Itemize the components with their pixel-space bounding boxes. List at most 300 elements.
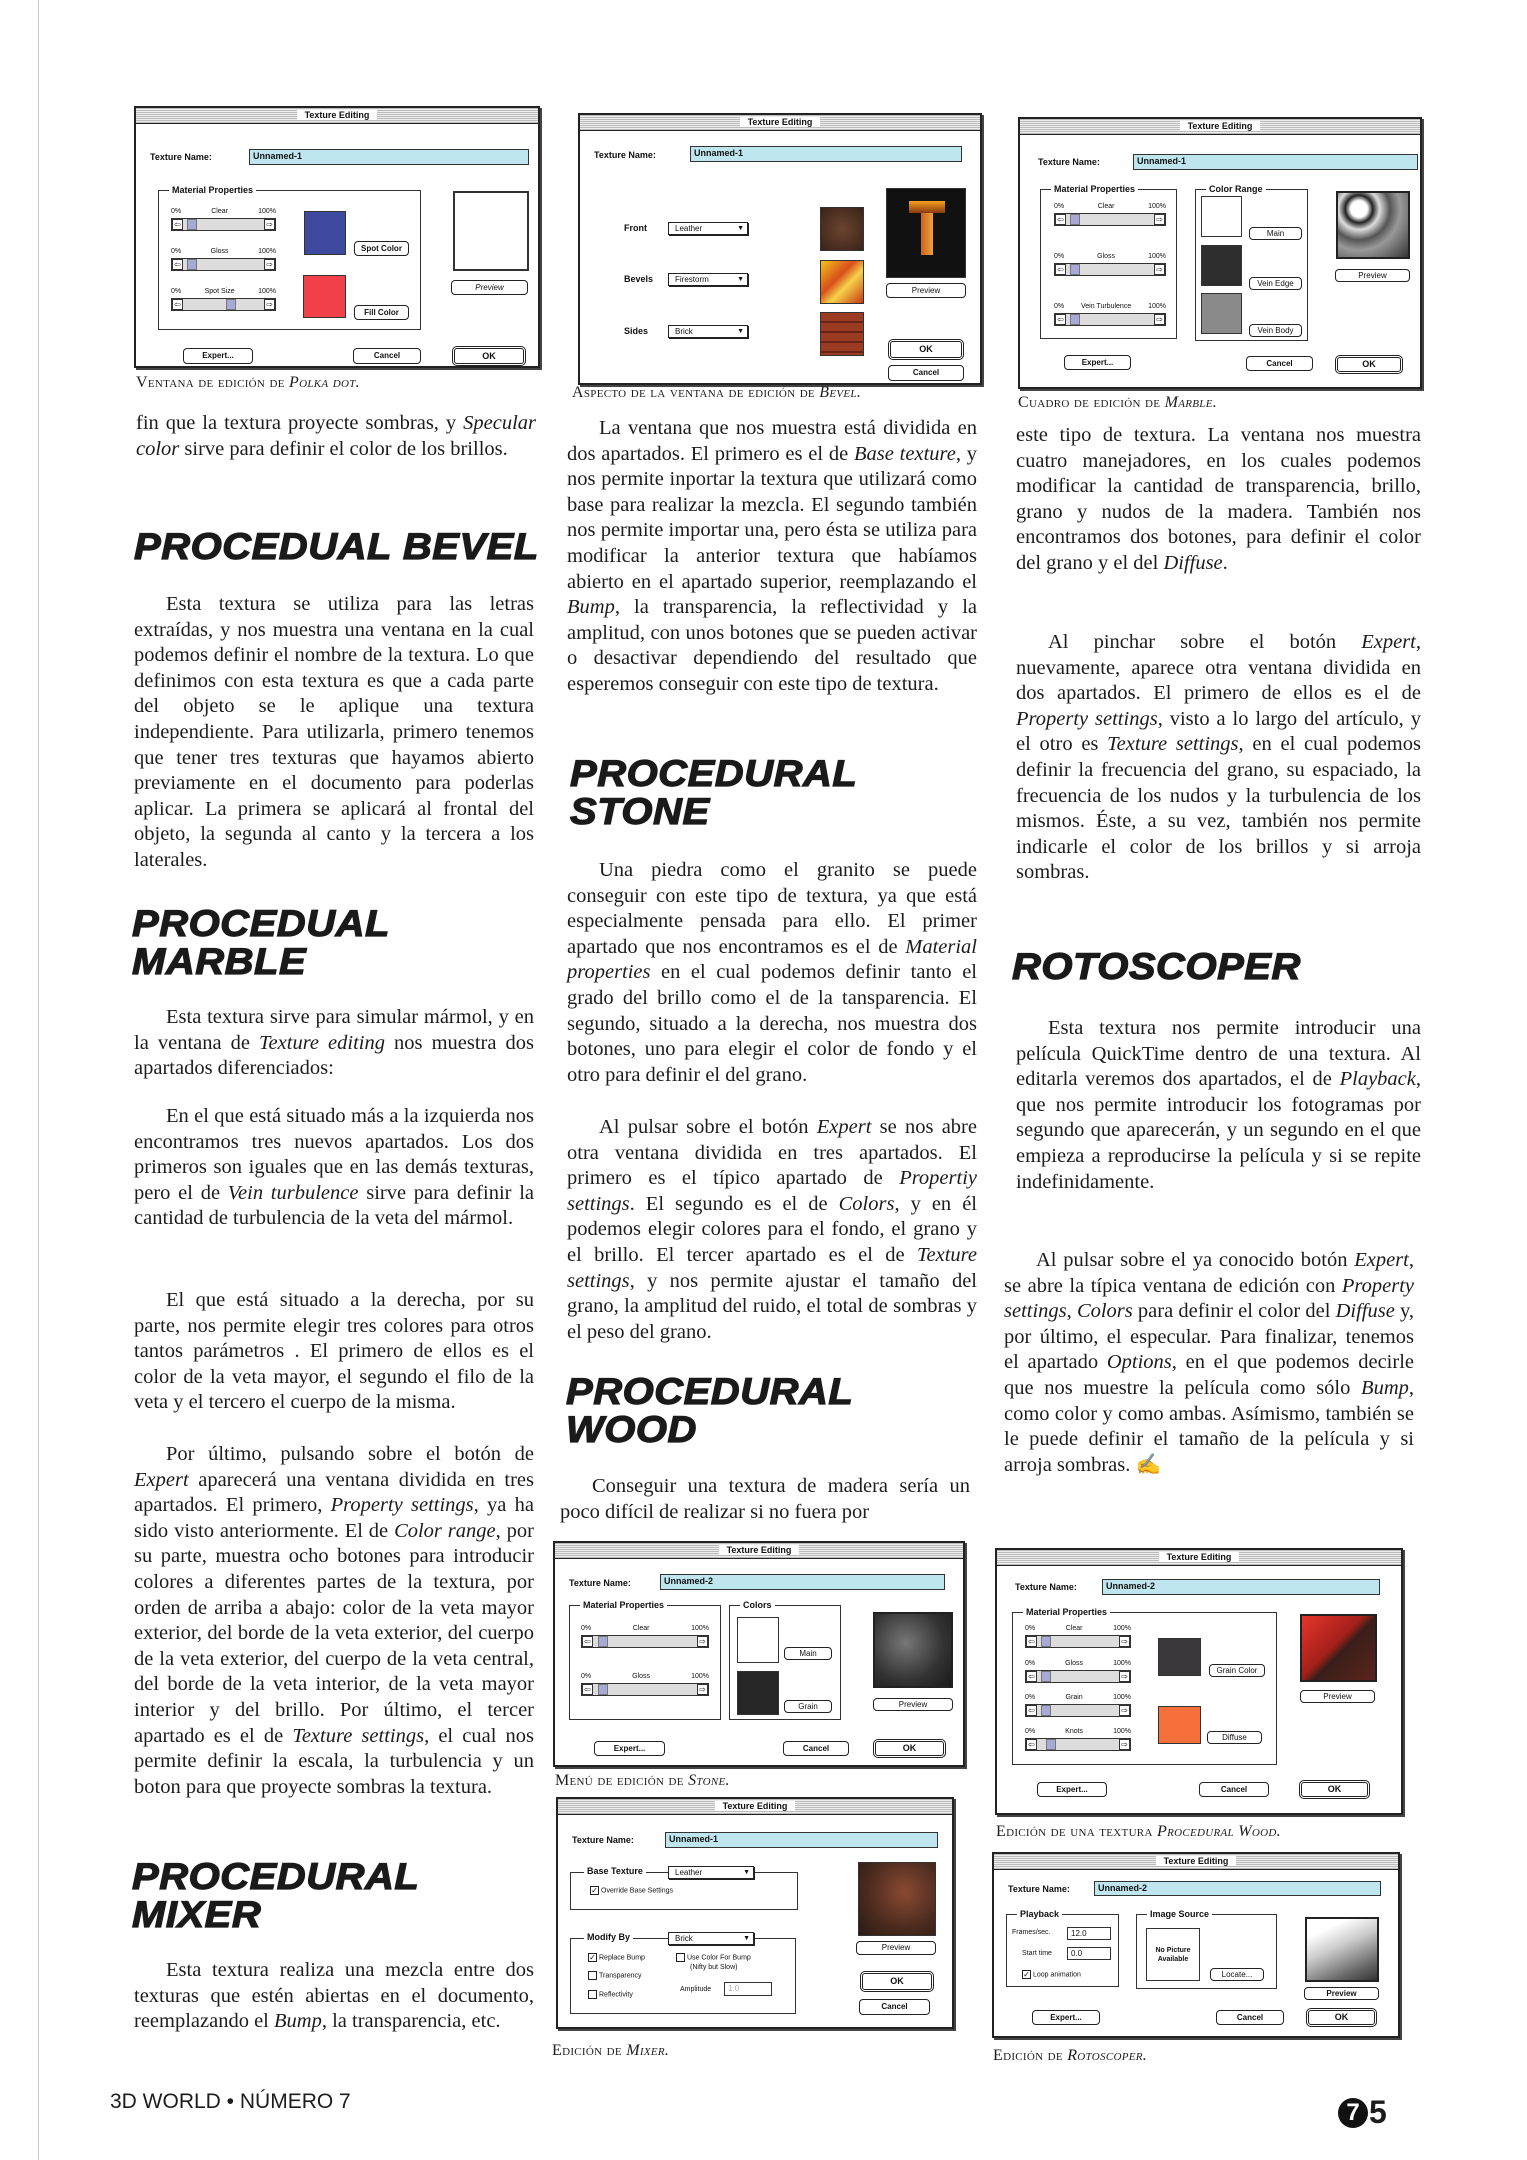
dialog-title-bar[interactable]: Texture Editing — [580, 115, 980, 131]
chevron-down-icon: ▼ — [743, 1935, 750, 1942]
group-label: Colors — [740, 1599, 775, 1611]
background-color-swatch — [737, 1617, 779, 1663]
italic-run: Bump — [567, 596, 615, 619]
expert-button[interactable]: Expert... — [1032, 2010, 1100, 2025]
heading-procedural-wood: PROCEDURAL WOOD — [566, 1371, 853, 1450]
ok-button[interactable]: OK — [873, 1739, 946, 1758]
slider-thumb[interactable] — [187, 259, 197, 270]
chevron-down-icon: ▼ — [737, 328, 744, 335]
slider-thumb[interactable] — [1070, 214, 1080, 225]
slider-thumb[interactable] — [1041, 1705, 1051, 1716]
chevron-down-icon: ▼ — [743, 1869, 750, 1876]
texture-name-label: Texture Name: — [569, 1578, 631, 1588]
preview-button[interactable]: Preview — [1335, 269, 1410, 282]
min-label: 0% — [1025, 1625, 1036, 1632]
slider-label: Gloss — [210, 248, 229, 255]
arrow-right-icon[interactable]: ⇨ — [1119, 1705, 1130, 1716]
base-texture-label: Base Texture — [584, 1866, 646, 1876]
amplitude-label: Amplitude — [680, 1986, 712, 1993]
text-run: Esta textura realiza una mezcla entre dos texturas que estén abiertas en el documento, reemplazando el — [134, 1959, 534, 2033]
dialog-wood — [995, 1548, 1403, 1815]
main-button[interactable]: Main — [1249, 227, 1302, 240]
texture-name-field[interactable]: Unnamed-1 — [690, 146, 962, 162]
frames-per-sec-field[interactable]: 12.0 — [1067, 1927, 1111, 1940]
page-number — [1338, 2094, 1387, 2131]
italic-run: Marble. — [1164, 394, 1218, 411]
preview-button[interactable]: Preview — [1300, 1690, 1375, 1703]
group-label: Material Properties — [580, 1599, 667, 1611]
dropdown-value: Leather — [675, 224, 703, 233]
preview-button[interactable]: Preview — [856, 1941, 936, 1955]
modify-by-dropdown[interactable] — [668, 1932, 754, 1945]
cancel-button[interactable]: Cancel — [859, 1999, 930, 2015]
heading-rotoscoper: ROTOSCOPER — [1012, 946, 1301, 987]
checkmark-icon: ✓ — [589, 1953, 596, 1962]
pencil-end-mark-icon: ✍ — [1130, 1453, 1162, 1476]
slider-clear[interactable] — [581, 1625, 709, 1648]
slider-track[interactable] — [1025, 1670, 1131, 1683]
italic-run: Diffuse — [1335, 1300, 1395, 1323]
dropdown-value: Firestorm — [675, 275, 709, 284]
arrow-left-icon[interactable]: ⇦ — [582, 1684, 593, 1695]
override-checkbox[interactable] — [590, 1886, 673, 1895]
heading-procedual-marble: PROCEDUAL MARBLE — [132, 903, 390, 982]
vein-body-button[interactable]: Vein Body — [1249, 324, 1302, 337]
slider-thumb[interactable] — [1041, 1671, 1051, 1682]
slider-track[interactable] — [171, 258, 276, 271]
arrow-left-icon[interactable]: ⇦ — [172, 299, 183, 310]
preview-image — [1305, 1917, 1379, 1982]
texture-name-field[interactable]: Unnamed-2 — [1094, 1881, 1381, 1896]
text-run: , y en él podemos elegir colores para el fondo, el grano y el brillo. El tercer apartado es el de — [567, 1192, 977, 1266]
text-run: Una piedra como el granito se puede conseguir con este tipo de textura, ya que está especialmente pensada para ello. El primer apartado que nos encontramos es el de — [567, 859, 977, 958]
italic-run: Expert — [1361, 631, 1416, 653]
text-run: , como color y como ambas. Asímismo, también se le puede definir el tamaño de la película y si arroja sombras. — [1004, 1376, 1414, 1476]
slider-thumb[interactable] — [226, 299, 236, 310]
checkmark-icon: ✓ — [1023, 1970, 1030, 1979]
ok-button[interactable]: OK — [888, 339, 964, 360]
slider-clear[interactable] — [1054, 203, 1166, 226]
slider-track[interactable] — [1025, 1738, 1131, 1751]
italic-run: Bump — [1361, 1376, 1409, 1399]
italic-run: Property settings — [1004, 1274, 1414, 1323]
arrow-left-icon[interactable]: ⇦ — [582, 1636, 593, 1647]
material-properties-group — [569, 1600, 721, 1720]
preview-image — [858, 1862, 936, 1936]
reflectivity-checkbox[interactable] — [588, 1990, 633, 1999]
text-run: Esta textura sirve para simular mármol, y en la ventana de — [134, 1006, 534, 1054]
slider-spot-size[interactable] — [171, 288, 276, 311]
slider-label: Gloss — [1065, 1660, 1084, 1667]
preview-button[interactable]: Preview — [1304, 1987, 1379, 2000]
vein-edge-swatch — [1201, 245, 1242, 286]
min-label: 0% — [171, 288, 182, 295]
text-run: Edición de una textura — [996, 1823, 1157, 1840]
start-time-label: Start time — [1022, 1950, 1052, 1957]
max-label: 100% — [1148, 203, 1166, 210]
slider-clear[interactable] — [171, 208, 276, 231]
text-run: , y nos permite ajustar el tamaño del grano, la amplitud del ruido, el total de sombras y el peso del grano. — [567, 1269, 977, 1343]
texture-name-label: Texture Name: — [594, 150, 656, 160]
checkbox-label: Replace Bump — [599, 1954, 645, 1962]
max-label: 100% — [691, 1673, 709, 1680]
slider-knots[interactable] — [1025, 1728, 1131, 1751]
ok-button[interactable]: OK — [1299, 1780, 1370, 1799]
text-run: , que nos permite introducir los fotogramas por segundo que aparecerán, y un segundo en el que empieza a reproducirse la película y si se repite indefinidamente. — [1016, 1068, 1421, 1193]
chevron-down-icon: ▼ — [737, 276, 744, 283]
paragraph — [567, 858, 977, 1088]
arrow-left-icon[interactable]: ⇦ — [1026, 1705, 1037, 1716]
text-run: Ventana de edición de — [136, 374, 290, 391]
min-label: 0% — [581, 1625, 592, 1632]
slider-gloss[interactable] — [1054, 253, 1166, 276]
italic-run: Expert — [816, 1116, 872, 1138]
slider-thumb[interactable] — [598, 1684, 608, 1695]
slider-label: Spot Size — [204, 288, 235, 295]
slider-label: Knots — [1065, 1728, 1084, 1735]
min-label: 0% — [1054, 303, 1065, 310]
italic-run: Colors — [838, 1192, 895, 1215]
use-color-for-bump-checkbox[interactable] — [676, 1953, 751, 1962]
text-run: , la transparencia, etc. — [321, 2010, 501, 2033]
slider-thumb[interactable] — [1070, 314, 1080, 325]
text-run: Cuadro de edición de — [1018, 394, 1165, 411]
texture-name-label: Texture Name: — [572, 1835, 634, 1845]
slider-label: Gloss — [1097, 253, 1116, 260]
expert-button[interactable]: Expert... — [1064, 355, 1131, 370]
expert-button[interactable]: Expert... — [594, 1741, 665, 1756]
cancel-button[interactable]: Cancel — [353, 348, 421, 364]
slider-track[interactable] — [581, 1635, 709, 1648]
slider-thumb[interactable] — [1046, 1739, 1056, 1750]
sides-label: Sides — [624, 326, 649, 336]
text-run: Edición de — [552, 2042, 627, 2059]
italic-run: Propertiy settings — [567, 1167, 977, 1215]
italic-run: Vein turbulence — [227, 1181, 359, 1204]
italic-run: Property settings — [1016, 707, 1158, 730]
preview-image — [1300, 1614, 1377, 1682]
text-run: nos muestra dos apartados diferenciados: — [134, 1031, 534, 1080]
preview-box — [453, 191, 529, 271]
caption-rotoscoper — [993, 2047, 1147, 2065]
min-label: 0% — [1025, 1694, 1036, 1701]
italic-run: Colors — [1076, 1300, 1133, 1323]
dialog-rotoscoper — [992, 1852, 1400, 2038]
dialog-title-bar[interactable]: Texture Editing — [994, 1854, 1398, 1870]
min-label: 0% — [1025, 1728, 1036, 1735]
vein-edge-button[interactable]: Vein Edge — [1249, 277, 1302, 290]
ok-button[interactable]: OK — [1306, 2008, 1377, 2027]
grain-color-button[interactable]: Grain Color — [1209, 1664, 1265, 1677]
paragraph — [134, 1442, 534, 1800]
text-run: este tipo de textura. La ventana nos muestra cuatro manejadores, en los cuales podemos modificar la cantidad de transparencia, brillo, grano y nudos de la madera. También nos encontramos dos botones, para definir el color del grano y el del — [1016, 424, 1421, 574]
main-button[interactable]: Main — [784, 1647, 832, 1660]
arrow-right-icon[interactable]: ⇨ — [264, 299, 275, 310]
dialog-title-bar[interactable]: Texture Editing — [558, 1799, 952, 1815]
texture-name-label: Texture Name: — [1038, 157, 1100, 167]
italic-run: Stone. — [688, 1772, 730, 1789]
paragraph — [134, 1288, 534, 1416]
no-picture-box: No Picture Available — [1146, 1928, 1200, 1981]
slider-label: Grain — [1065, 1694, 1083, 1701]
slider-track[interactable] — [171, 218, 276, 231]
slider-vein-turbulence[interactable] — [1054, 303, 1166, 326]
texture-name-field[interactable]: Unnamed-2 — [1102, 1579, 1380, 1595]
caption-wood — [996, 1823, 1281, 1841]
text-run: Al pinchar sobre el botón — [1048, 631, 1362, 653]
preview-button[interactable]: Preview — [886, 283, 966, 298]
arrow-right-icon[interactable]: ⇨ — [697, 1636, 708, 1647]
main-color-swatch — [1201, 196, 1242, 237]
texture-name-label: Texture Name: — [150, 152, 212, 162]
nifty-note: (Nifty but Slow) — [690, 1964, 738, 1971]
text-run: Al pulsar sobre el botón — [599, 1116, 817, 1138]
text-run: . El segundo es el de — [629, 1192, 839, 1215]
max-label: 100% — [258, 208, 276, 215]
max-label: 100% — [1148, 253, 1166, 260]
max-label: 100% — [1113, 1660, 1131, 1667]
arrow-left-icon[interactable]: ⇦ — [1026, 1636, 1037, 1647]
heading-procedual-bevel: PROCEDUAL BEVEL — [134, 526, 539, 567]
min-label: 0% — [1025, 1660, 1036, 1667]
paragraph — [134, 1005, 534, 1082]
max-label: 100% — [258, 248, 276, 255]
paragraph — [560, 1474, 970, 1525]
text-run: , la transparencia, la reflectividad y la amplitud, con unos botones que se pueden activar o desactivar dependiendo del resultado que esperemos conseguir con este tipo de textura. — [567, 596, 977, 695]
vein-body-swatch — [1201, 293, 1242, 334]
dialog-title-bar[interactable]: Texture Editing — [555, 1543, 963, 1559]
italic-run: Texture settings — [567, 1243, 977, 1292]
grain-button[interactable]: Grain — [784, 1700, 832, 1713]
italic-run: Bevel. — [819, 384, 862, 401]
paragraph — [134, 1958, 534, 2035]
arrow-left-icon[interactable]: ⇦ — [1055, 214, 1066, 225]
slider-label: Clear — [632, 1625, 650, 1632]
sides-texture-swatch — [820, 312, 864, 356]
arrow-right-icon[interactable]: ⇨ — [1119, 1671, 1130, 1682]
slider-gloss[interactable] — [581, 1673, 709, 1696]
slider-label: Clear — [211, 208, 228, 215]
front-texture-swatch — [820, 207, 864, 251]
arrow-right-icon[interactable]: ⇨ — [1154, 314, 1165, 325]
arrow-left-icon[interactable]: ⇦ — [1055, 264, 1066, 275]
texture-name-field[interactable]: Unnamed-1 — [665, 1832, 938, 1848]
start-time-field[interactable]: 0.0 — [1067, 1947, 1111, 1960]
dropdown-value: Brick — [675, 1934, 693, 1943]
italic-run: Polka dot. — [289, 374, 360, 391]
spot-color-button[interactable]: Spot Color — [354, 241, 409, 256]
slider-clear[interactable] — [1025, 1625, 1131, 1648]
locate-button[interactable]: Locate... — [1210, 1968, 1264, 1981]
preview-image — [1336, 191, 1410, 259]
italic-run: Diffuse — [1163, 551, 1223, 574]
group-label: Playback — [1017, 1908, 1062, 1920]
transparency-checkbox[interactable] — [588, 1971, 642, 1980]
slider-label: Clear — [1097, 203, 1115, 210]
text-run: , en el cual podemos definir la frecuencia del grano, su espaciado, la frecuencia de los nudos y la turbulencia de los mismos. Éste, a su vez, también nos permite indicarle el color de los brillos y si arroja sombras. — [1016, 733, 1421, 884]
max-label: 100% — [1113, 1694, 1131, 1701]
ok-button[interactable]: OK — [452, 346, 526, 366]
dialog-polka-dot — [134, 106, 540, 368]
cancel-button[interactable]: Cancel — [1216, 2010, 1284, 2025]
footer-magazine: 3D WORLD • NÚMERO 7 — [110, 2090, 351, 2113]
arrow-left-icon[interactable]: ⇦ — [1026, 1671, 1037, 1682]
italic-run: Playback — [1339, 1068, 1416, 1091]
paragraph — [136, 411, 536, 462]
ok-button[interactable]: OK — [1335, 355, 1403, 374]
texture-name-field[interactable]: Unnamed-1 — [249, 149, 529, 165]
paragraph — [134, 1104, 534, 1232]
preview-button[interactable]: Preview — [873, 1698, 953, 1711]
loop-animation-checkbox[interactable] — [1022, 1970, 1081, 1979]
arrow-left-icon[interactable]: ⇦ — [1055, 314, 1066, 325]
text-run: , nuevamente, aparece otra ventana dividida en dos apartados. El primero de ellos es el de — [1016, 631, 1421, 705]
arrow-right-icon[interactable]: ⇨ — [264, 219, 275, 230]
italic-run: Texture settings — [1107, 733, 1239, 756]
italic-run: Color range — [394, 1519, 496, 1542]
arrow-right-icon[interactable]: ⇨ — [264, 259, 275, 270]
arrow-right-icon[interactable]: ⇨ — [1119, 1636, 1130, 1647]
cancel-button[interactable]: Cancel — [783, 1741, 849, 1756]
italic-run: Bump — [274, 2010, 322, 2033]
paragraph — [567, 416, 977, 698]
text-run: sirve para definir la cantidad de turbulencia de la veta del mármol. — [134, 1181, 534, 1230]
text-run: La ventana que nos muestra está dividida en dos apartados. El primero es el de — [567, 417, 977, 465]
texture-name-field[interactable]: Unnamed-2 — [660, 1574, 945, 1590]
max-label: 100% — [1113, 1625, 1131, 1632]
front-dropdown[interactable] — [668, 222, 748, 235]
dialog-marble — [1018, 117, 1422, 389]
bevels-dropdown[interactable] — [668, 273, 748, 286]
italic-run: Texture settings — [292, 1724, 425, 1747]
group-label: Color Range — [1206, 183, 1266, 195]
front-label: Front — [624, 223, 647, 233]
heading-procedural-mixer: PROCEDURAL MIXER — [132, 1856, 419, 1935]
chevron-down-icon: ▼ — [737, 225, 744, 232]
cancel-button[interactable]: Cancel — [1246, 356, 1313, 371]
text-run: Esta textura se utiliza para las letras extraídas, y nos muestra una ventana en la cual podemos definir el nombre de la textura. Lo que definimos con esta textura es que a cada parte del objeto se le aplique una textura independiente. Para utilizarla, primero tenemos que tener tres texturas que hayamos abierto previamente en el documento para poderlas aplicar. La primera se aplicará al frontal del objeto, la segunda al canto y la tercera a los laterales. — [134, 593, 534, 871]
slider-track[interactable] — [1054, 213, 1166, 226]
caption-polka-dot — [136, 374, 360, 392]
fill-color-swatch — [303, 275, 346, 318]
group-label: Material Properties — [1051, 183, 1138, 195]
slider-track[interactable] — [1054, 313, 1166, 326]
arrow-left-icon[interactable]: ⇦ — [172, 259, 183, 270]
text-run: Menú de edición de — [555, 1772, 689, 1789]
max-label: 100% — [1148, 303, 1166, 310]
text-run: en el cual podemos definir tanto el grado del brillo como el de la tansparencia. El segundo, situado a la derecha, nos muestra dos botones, uno para elegir el color de fondo y el otro para definir el del grano. — [567, 961, 977, 1086]
arrow-right-icon[interactable]: ⇨ — [1154, 264, 1165, 275]
text-run: se nos abre otra ventana dividida en tres apartados. El primero es el típico apartado de — [567, 1116, 977, 1190]
slider-thumb[interactable] — [1041, 1636, 1051, 1647]
min-label: 0% — [1054, 253, 1065, 260]
arrow-right-icon[interactable]: ⇨ — [1119, 1739, 1130, 1750]
italic-run: Expert — [134, 1468, 189, 1491]
text-run: Conseguir una textura de madera sería un poco difícil de realizar si no fuera por — [560, 1475, 970, 1523]
italic-run: Specular color — [136, 412, 536, 460]
group-label: Image Source — [1147, 1908, 1212, 1920]
texture-name-label: Texture Name: — [1015, 1582, 1077, 1592]
slider-track[interactable] — [1025, 1635, 1131, 1648]
arrow-right-icon[interactable]: ⇨ — [1154, 214, 1165, 225]
ok-button[interactable]: OK — [860, 1971, 934, 1992]
text-run: , ya ha sido visto anteriormente. El de — [134, 1494, 534, 1542]
paragraph — [1016, 423, 1421, 577]
sides-dropdown[interactable] — [668, 325, 748, 338]
caption-mixer — [552, 2042, 669, 2060]
preview-button[interactable]: Preview — [451, 280, 528, 295]
dialog-title-bar[interactable]: Texture Editing — [1020, 119, 1420, 135]
amplitude-field[interactable]: 1.0 — [724, 1982, 772, 1996]
slider-thumb[interactable] — [187, 219, 197, 230]
checkbox-label: Override Base Settings — [601, 1887, 673, 1895]
italic-run: Mixer. — [626, 2042, 670, 2059]
text-run: Edición de — [993, 2047, 1068, 2064]
text-run: fin que la textura proyecte sombras, y — [136, 412, 464, 434]
max-label: 100% — [258, 288, 276, 295]
frames-per-sec-label: Frames/sec. — [1012, 1929, 1051, 1936]
slider-thumb[interactable] — [1070, 264, 1080, 275]
arrow-left-icon[interactable]: ⇦ — [1026, 1739, 1037, 1750]
arrow-right-icon[interactable]: ⇨ — [697, 1684, 708, 1695]
slider-label: Vein Turbulence — [1081, 303, 1132, 310]
expert-button[interactable]: Expert... — [1037, 1782, 1107, 1797]
cancel-button[interactable]: Cancel — [1199, 1782, 1269, 1797]
text-run: , se abre la típica ventana de edición con — [1004, 1249, 1414, 1297]
max-label: 100% — [691, 1625, 709, 1632]
text-run: Por último, pulsando sobre el botón de — [166, 1443, 534, 1465]
slider-thumb[interactable] — [598, 1636, 608, 1647]
diffuse-color-swatch — [1158, 1706, 1201, 1744]
expert-button[interactable]: Expert... — [183, 348, 253, 364]
slider-track[interactable] — [171, 298, 276, 311]
slider-label: Clear — [1065, 1625, 1083, 1632]
modify-by-label: Modify By — [584, 1932, 633, 1942]
caption-bevel — [572, 384, 861, 402]
slider-track[interactable] — [1054, 263, 1166, 276]
bevels-texture-swatch — [820, 260, 864, 304]
slider-track[interactable] — [581, 1683, 709, 1696]
dialog-stone — [553, 1541, 965, 1767]
italic-run: Property settings — [330, 1494, 474, 1517]
fill-color-button[interactable]: Fill Color — [354, 305, 409, 320]
italic-run: Procedural Wood. — [1157, 1823, 1281, 1840]
text-run: Esta textura nos permite introducir una película QuickTime dentro de una textura. Al editarla veremos dos apartados, el de — [1016, 1017, 1421, 1091]
base-texture-dropdown[interactable] — [668, 1866, 754, 1879]
slider-grain[interactable] — [1025, 1694, 1131, 1717]
text-run: , visto a lo largo del artículo, y el otro es — [1016, 707, 1421, 756]
replace-bump-checkbox[interactable] — [588, 1953, 645, 1962]
italic-run: Texture editing — [259, 1031, 385, 1054]
arrow-left-icon[interactable]: ⇦ — [172, 219, 183, 230]
slider-track[interactable] — [1025, 1704, 1131, 1717]
group-label: Material Properties — [1023, 1606, 1110, 1618]
page-number-circled-digit: 7 — [1338, 2098, 1368, 2128]
cancel-button[interactable]: Cancel — [888, 365, 964, 381]
diffuse-button[interactable]: Diffuse — [1207, 1731, 1262, 1744]
dialog-title-bar[interactable]: Texture Editing — [136, 108, 538, 124]
caption-stone — [555, 1772, 730, 1790]
texture-name-field[interactable]: Unnamed-1 — [1133, 154, 1418, 170]
dialog-title-bar[interactable]: Texture Editing — [997, 1550, 1401, 1566]
italic-run: Base texture — [854, 442, 956, 465]
paragraph — [1016, 1016, 1421, 1195]
slider-gloss[interactable] — [171, 248, 276, 271]
text-run: para definir el color del — [1132, 1300, 1336, 1323]
slider-gloss[interactable] — [1025, 1660, 1131, 1683]
text-run: Al pulsar sobre el ya conocido botón — [1036, 1249, 1355, 1271]
italic-run: Rotoscoper. — [1067, 2047, 1148, 2064]
